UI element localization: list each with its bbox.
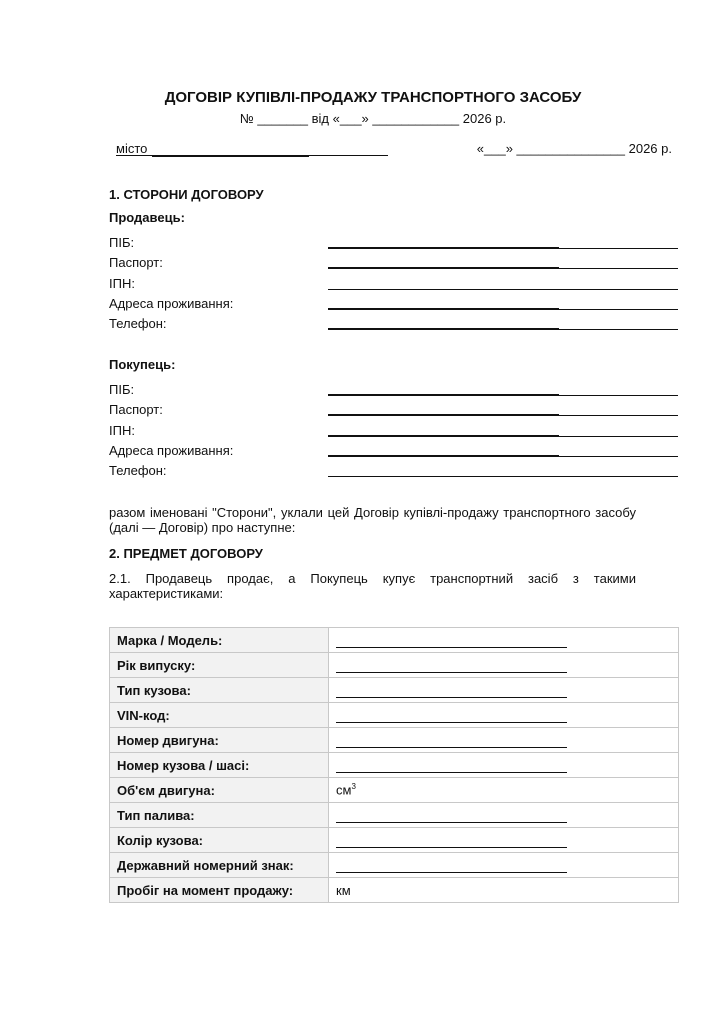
contract-number-line: № _______ від «___» ____________ 2026 р. <box>239 111 507 126</box>
spec-fill-line[interactable] <box>336 658 567 673</box>
spec-label: Рік випуску: <box>110 653 329 678</box>
table-row <box>110 853 679 878</box>
spec-value[interactable] <box>329 728 679 753</box>
table-row <box>110 878 679 903</box>
seller-passport-label: Паспорт: <box>109 255 163 270</box>
spec-value[interactable] <box>329 803 679 828</box>
spec-value: км <box>329 878 679 903</box>
seller-phone-line[interactable] <box>328 329 678 330</box>
spec-fill-line[interactable] <box>336 633 567 648</box>
table-row <box>110 678 679 703</box>
table-row <box>110 653 679 678</box>
spec-value[interactable] <box>329 753 679 778</box>
buyer-name-line[interactable] <box>328 395 678 396</box>
spec-label: Тип кузова: <box>110 678 329 703</box>
spec-label: Колір кузова: <box>110 828 329 853</box>
spec-label: Номер двигуна: <box>110 728 329 753</box>
spec-label: Об'єм двигуна: <box>110 778 329 803</box>
seller-name-line[interactable] <box>328 248 678 249</box>
city-label: місто <box>116 141 148 156</box>
seller-passport-line[interactable] <box>328 268 678 269</box>
spec-fill-line[interactable] <box>336 808 567 823</box>
section-2-title: 2. ПРЕДМЕТ ДОГОВОРУ <box>109 546 263 561</box>
buyer-heading: Покупець: <box>109 357 176 372</box>
table-row <box>110 803 679 828</box>
buyer-address-label: Адреса проживання: <box>109 443 234 458</box>
spec-fill-line[interactable] <box>336 758 567 773</box>
seller-tax-id-line[interactable] <box>328 289 678 290</box>
spec-value[interactable] <box>329 678 679 703</box>
spec-fill-line[interactable] <box>336 683 567 698</box>
spec-value: $см^3$ <box>329 778 679 803</box>
vehicle-specs-table <box>109 627 679 903</box>
clause-2-1: 2.1. Продавець продає, а Покупець купує транспортний засіб з такими характеристиками: <box>109 571 636 601</box>
spec-value[interactable] <box>329 853 679 878</box>
table-row <box>110 828 679 853</box>
seller-phone-label: Телефон: <box>109 316 167 331</box>
buyer-tax-id-line[interactable] <box>328 436 678 437</box>
spec-label: Пробіг на момент продажу: <box>110 878 329 903</box>
table-row <box>110 778 679 803</box>
buyer-phone-line[interactable] <box>328 476 678 477</box>
buyer-passport-line[interactable] <box>328 415 678 416</box>
spec-value[interactable] <box>329 828 679 853</box>
seller-name-label: ПІБ: <box>109 235 135 250</box>
spec-fill-line[interactable] <box>336 708 567 723</box>
seller-address-line[interactable] <box>328 309 678 310</box>
spec-label: Номер кузова / шасі: <box>110 753 329 778</box>
spec-value[interactable] <box>329 628 679 653</box>
unit-superscript: 3 <box>351 782 356 792</box>
spec-value[interactable] <box>329 703 679 728</box>
city-fill-line[interactable] <box>152 155 309 157</box>
contract-date: «___» _______________ 2026 р. <box>476 141 672 156</box>
table-row <box>110 628 679 653</box>
spec-label: Тип палива: <box>110 803 329 828</box>
seller-address-label: Адреса проживання: <box>109 296 234 311</box>
spec-fill-line[interactable] <box>336 733 567 748</box>
spec-fill-line[interactable] <box>336 858 567 873</box>
buyer-tax-id-label: ІПН: <box>109 423 135 438</box>
buyer-address-line[interactable] <box>328 456 678 457</box>
seller-heading: Продавець: <box>109 210 185 225</box>
buyer-phone-label: Телефон: <box>109 463 167 478</box>
document-title: ДОГОВІР КУПІВЛІ-ПРОДАЖУ ТРАНСПОРТНОГО ЗАСОБУ <box>164 89 582 106</box>
table-row <box>110 703 679 728</box>
buyer-passport-label: Паспорт: <box>109 402 163 417</box>
buyer-name-label: ПІБ: <box>109 382 135 397</box>
parties-paragraph: разом іменовані "Сторони", уклали цей Договір купівлі-продажу транспортного засобу (далі — Договір) про наступне: <box>109 505 636 535</box>
spec-value[interactable] <box>329 653 679 678</box>
table-row <box>110 728 679 753</box>
spec-fill-line[interactable] <box>336 833 567 848</box>
seller-tax-id-label: ІПН: <box>109 276 135 291</box>
spec-label: Державний номерний знак: <box>110 853 329 878</box>
section-1-title: 1. СТОРОНИ ДОГОВОРУ <box>109 187 264 202</box>
table-row <box>110 753 679 778</box>
spec-label: Марка / Модель: <box>110 628 329 653</box>
spec-label: VIN-код: <box>110 703 329 728</box>
